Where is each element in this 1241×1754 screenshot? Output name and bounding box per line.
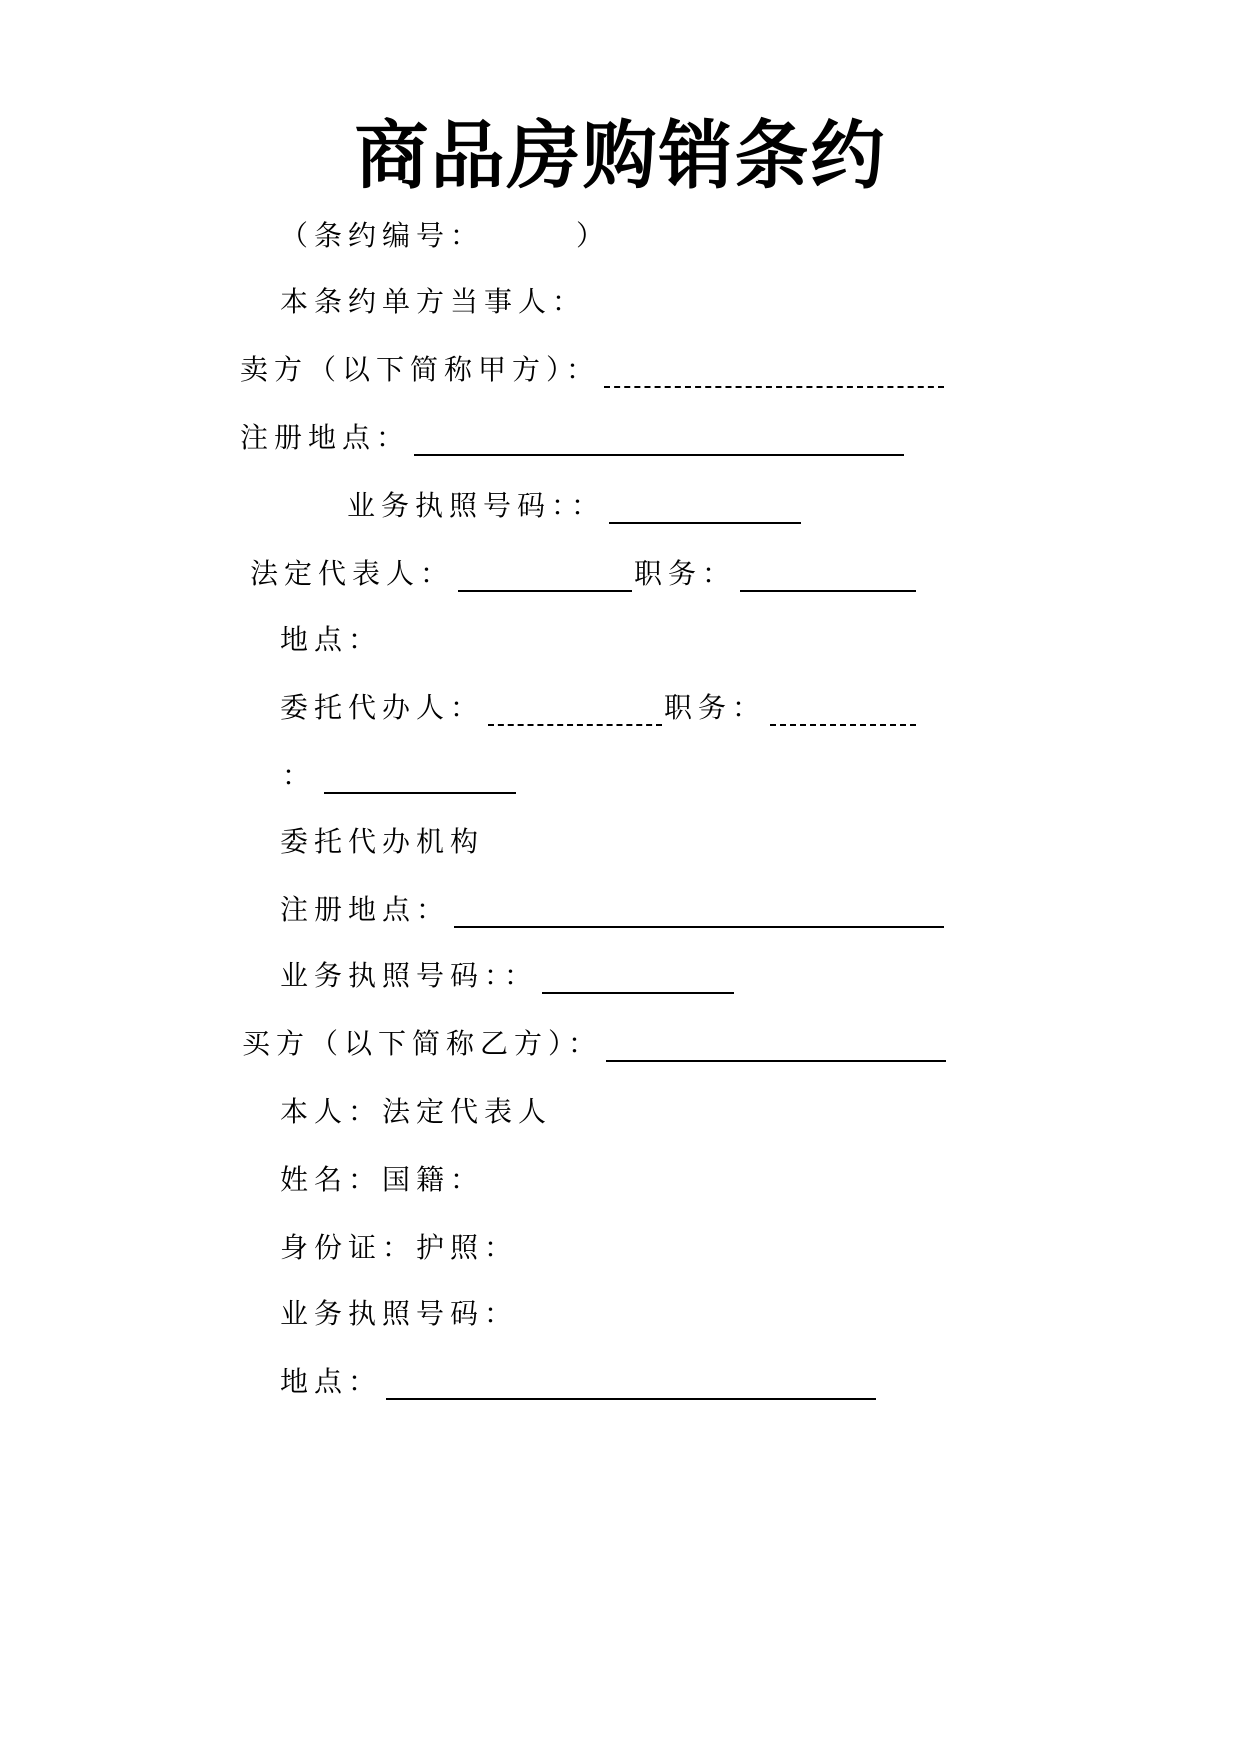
agency-license-label: 业务执照号码：： xyxy=(280,959,539,992)
seller-license-field[interactable] xyxy=(609,492,801,524)
agency-reg-address-label: 注册地点： xyxy=(280,893,451,926)
contract-number-line xyxy=(280,218,610,254)
agent-extra-field[interactable] xyxy=(324,762,516,794)
agency-label: 委托代办机构 xyxy=(280,825,485,858)
document-title: 商品房购销条约 xyxy=(354,113,887,199)
buyer-name-field[interactable] xyxy=(606,1030,946,1062)
seller-name-field[interactable] xyxy=(604,356,944,388)
agent-label: 委托代办人： xyxy=(280,691,485,724)
agency-reg-address-line xyxy=(280,892,946,928)
agent-extra-line xyxy=(282,758,518,794)
buyer-address-field[interactable] xyxy=(386,1368,876,1400)
legal-rep-position-label: 职务： xyxy=(634,557,737,590)
agent-position-field[interactable] xyxy=(770,694,916,726)
agent-field[interactable] xyxy=(488,694,662,726)
buyer-name-nationality-label: 姓名：国籍： xyxy=(280,1163,485,1196)
agency-reg-address-field[interactable] xyxy=(454,896,944,928)
buyer-id-passport-label: 身份证：护照： xyxy=(280,1231,519,1264)
buyer-address-line xyxy=(280,1364,878,1400)
buyer-line xyxy=(242,1026,948,1062)
agency-license-line xyxy=(280,958,736,994)
parties-heading: 本条约单方当事人： xyxy=(280,285,587,318)
seller-label: 卖方（以下简称甲方）： xyxy=(240,353,601,386)
legal-rep-line xyxy=(250,556,918,592)
seller-reg-address-field[interactable] xyxy=(414,424,904,456)
seller-license-label: 业务执照号码：： xyxy=(347,489,606,522)
legal-rep-label: 法定代表人： xyxy=(250,557,455,590)
contract-number-close: ） xyxy=(576,219,611,252)
buyer-name-nationality-line xyxy=(280,1162,484,1198)
contract-number-open: （条约编号： xyxy=(280,219,485,252)
seller-reg-address-line xyxy=(240,420,906,456)
buyer-license-line xyxy=(280,1296,518,1332)
agent-extra-label: ： xyxy=(282,759,317,792)
buyer-self-rep-line xyxy=(280,1094,552,1130)
legal-rep-position-field[interactable] xyxy=(740,560,916,592)
buyer-address-label: 地点： xyxy=(280,1365,383,1398)
seller-reg-address-label: 注册地点： xyxy=(240,421,411,454)
seller-address-line xyxy=(280,622,382,658)
agent-line xyxy=(280,690,918,726)
buyer-license-label: 业务执照号码： xyxy=(280,1297,519,1330)
agency-license-field[interactable] xyxy=(542,962,734,994)
seller-address-label: 地点： xyxy=(280,623,383,656)
agent-position-label: 职务： xyxy=(664,691,767,724)
legal-rep-field[interactable] xyxy=(458,560,632,592)
agency-line xyxy=(280,824,484,860)
seller-license-line xyxy=(347,488,803,524)
buyer-self-rep-label: 本人：法定代表人 xyxy=(280,1095,553,1128)
seller-line xyxy=(240,352,946,388)
buyer-id-passport-line xyxy=(280,1230,518,1266)
buyer-label: 买方（以下简称乙方）： xyxy=(242,1027,603,1060)
